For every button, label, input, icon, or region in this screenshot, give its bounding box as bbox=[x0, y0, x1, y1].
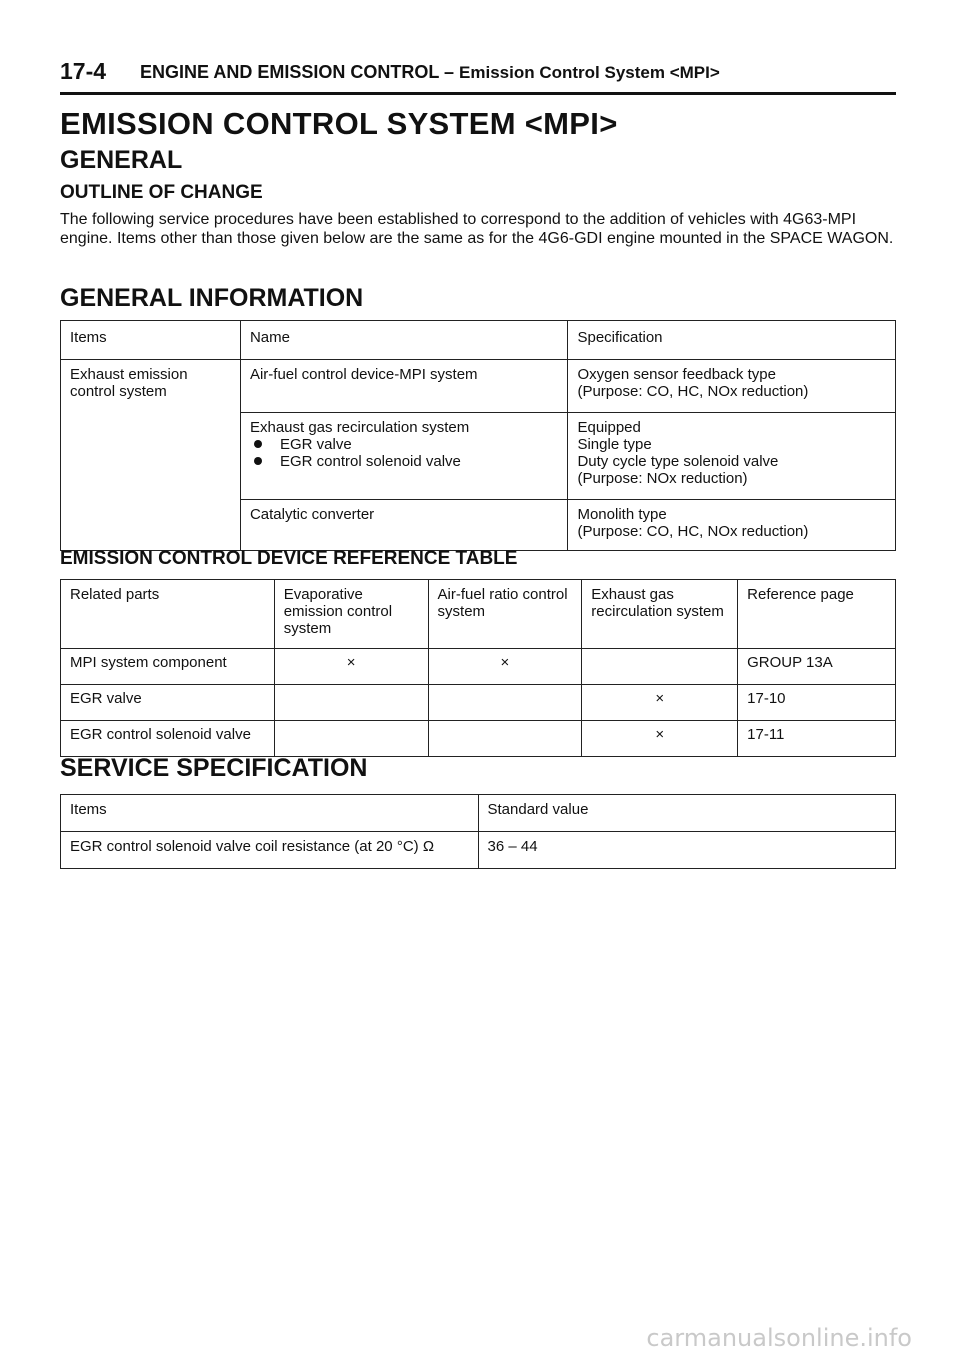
spec-item-cell: EGR control solenoid valve coil resistance (at 20 °C) Ω bbox=[61, 832, 479, 869]
spec-line: Duty cycle type solenoid valve bbox=[577, 453, 779, 470]
evap-cell: × bbox=[274, 649, 428, 685]
spec-cell bbox=[568, 360, 896, 413]
table-row bbox=[61, 832, 896, 869]
watermark-text: carmanualsonline.info bbox=[646, 1324, 912, 1352]
service-spec-heading: SERVICE SPECIFICATION bbox=[60, 754, 368, 782]
table-header-row bbox=[61, 580, 896, 649]
part-cell: EGR valve bbox=[61, 685, 275, 721]
bullet-item bbox=[250, 436, 559, 453]
general-heading: GENERAL bbox=[60, 146, 183, 174]
evap-cell bbox=[274, 685, 428, 721]
table-header-row bbox=[61, 795, 896, 832]
afr-cell bbox=[428, 685, 582, 721]
bullet-text: EGR valve bbox=[279, 436, 352, 453]
spec-line: (Purpose: NOx reduction) bbox=[577, 470, 748, 487]
part-cell: EGR control solenoid valve bbox=[61, 721, 275, 757]
table-row bbox=[61, 685, 896, 721]
name-line: Exhaust gas recirculation system bbox=[249, 419, 470, 436]
reference-table bbox=[60, 579, 896, 757]
page-cell: 17-10 bbox=[738, 685, 896, 721]
document-title: EMISSION CONTROL SYSTEM <MPI> bbox=[60, 106, 618, 141]
header-cell: Reference page bbox=[738, 580, 896, 649]
header-cell: Air-fuel ratio control system bbox=[428, 580, 582, 649]
bullet-item bbox=[250, 453, 559, 470]
egr-cell: × bbox=[582, 685, 738, 721]
general-info-heading: GENERAL INFORMATION bbox=[60, 284, 364, 312]
bullet-text: EGR control solenoid valve bbox=[279, 453, 461, 470]
page-cell: 17-11 bbox=[738, 721, 896, 757]
table-header-row bbox=[61, 321, 896, 360]
item-cell bbox=[61, 360, 241, 551]
bullet-icon bbox=[254, 457, 262, 465]
item-label: Exhaust emission control system bbox=[70, 366, 188, 400]
name-line: Air-fuel control device-MPI system bbox=[249, 366, 478, 383]
header-cell: Related parts bbox=[61, 580, 275, 649]
afr-cell bbox=[428, 721, 582, 757]
table-row bbox=[61, 721, 896, 757]
spec-line: Equipped bbox=[577, 419, 641, 436]
page-number: 17-4 bbox=[60, 58, 107, 84]
spec-line: Single type bbox=[577, 436, 652, 453]
reference-table-heading: EMISSION CONTROL DEVICE REFERENCE TABLE bbox=[60, 548, 518, 569]
outline-paragraph: The following service procedures have been established to correspond to the addition of vehicles with 4G63-MPI engine. Items other than those given below are the same as for the 4G6-GDI engine mounted in the SPACE WAGON. bbox=[60, 211, 894, 247]
table-row bbox=[61, 649, 896, 685]
header-cell: Evaporative emission control system bbox=[274, 580, 428, 649]
egr-cell: × bbox=[582, 721, 738, 757]
header-cell: Exhaust gas recirculation system bbox=[582, 580, 738, 649]
page-header bbox=[60, 58, 896, 95]
header-cell: Name bbox=[240, 321, 568, 360]
name-cell bbox=[240, 360, 568, 413]
general-info-table bbox=[60, 320, 896, 551]
spec-line: (Purpose: CO, HC, NOx reduction) bbox=[577, 523, 809, 540]
spec-line: Monolith type bbox=[577, 506, 667, 523]
section-name: ENGINE AND EMISSION CONTROL – bbox=[140, 62, 460, 82]
name-cell bbox=[240, 413, 568, 500]
header-cell: Standard value bbox=[478, 795, 896, 832]
subsection-name: Emission Control System <MPI> bbox=[459, 63, 720, 82]
evap-cell bbox=[274, 721, 428, 757]
part-cell: MPI system component bbox=[61, 649, 275, 685]
spec-cell bbox=[568, 500, 896, 551]
page-cell: GROUP 13A bbox=[738, 649, 896, 685]
bullet-icon bbox=[254, 440, 262, 448]
afr-cell: × bbox=[428, 649, 582, 685]
egr-cell bbox=[582, 649, 738, 685]
header-cell: Items bbox=[61, 321, 241, 360]
spec-cell bbox=[568, 413, 896, 500]
section-title bbox=[140, 62, 720, 83]
spec-line: (Purpose: CO, HC, NOx reduction) bbox=[577, 383, 809, 400]
spec-value-cell: 36 – 44 bbox=[478, 832, 896, 869]
service-spec-table bbox=[60, 794, 896, 869]
table-row bbox=[61, 360, 896, 413]
name-cell bbox=[240, 500, 568, 551]
name-line: Catalytic converter bbox=[249, 506, 375, 523]
spec-line: Oxygen sensor feedback type bbox=[577, 366, 776, 383]
outline-heading: OUTLINE OF CHANGE bbox=[60, 182, 263, 203]
header-cell: Specification bbox=[568, 321, 896, 360]
header-cell: Items bbox=[61, 795, 479, 832]
